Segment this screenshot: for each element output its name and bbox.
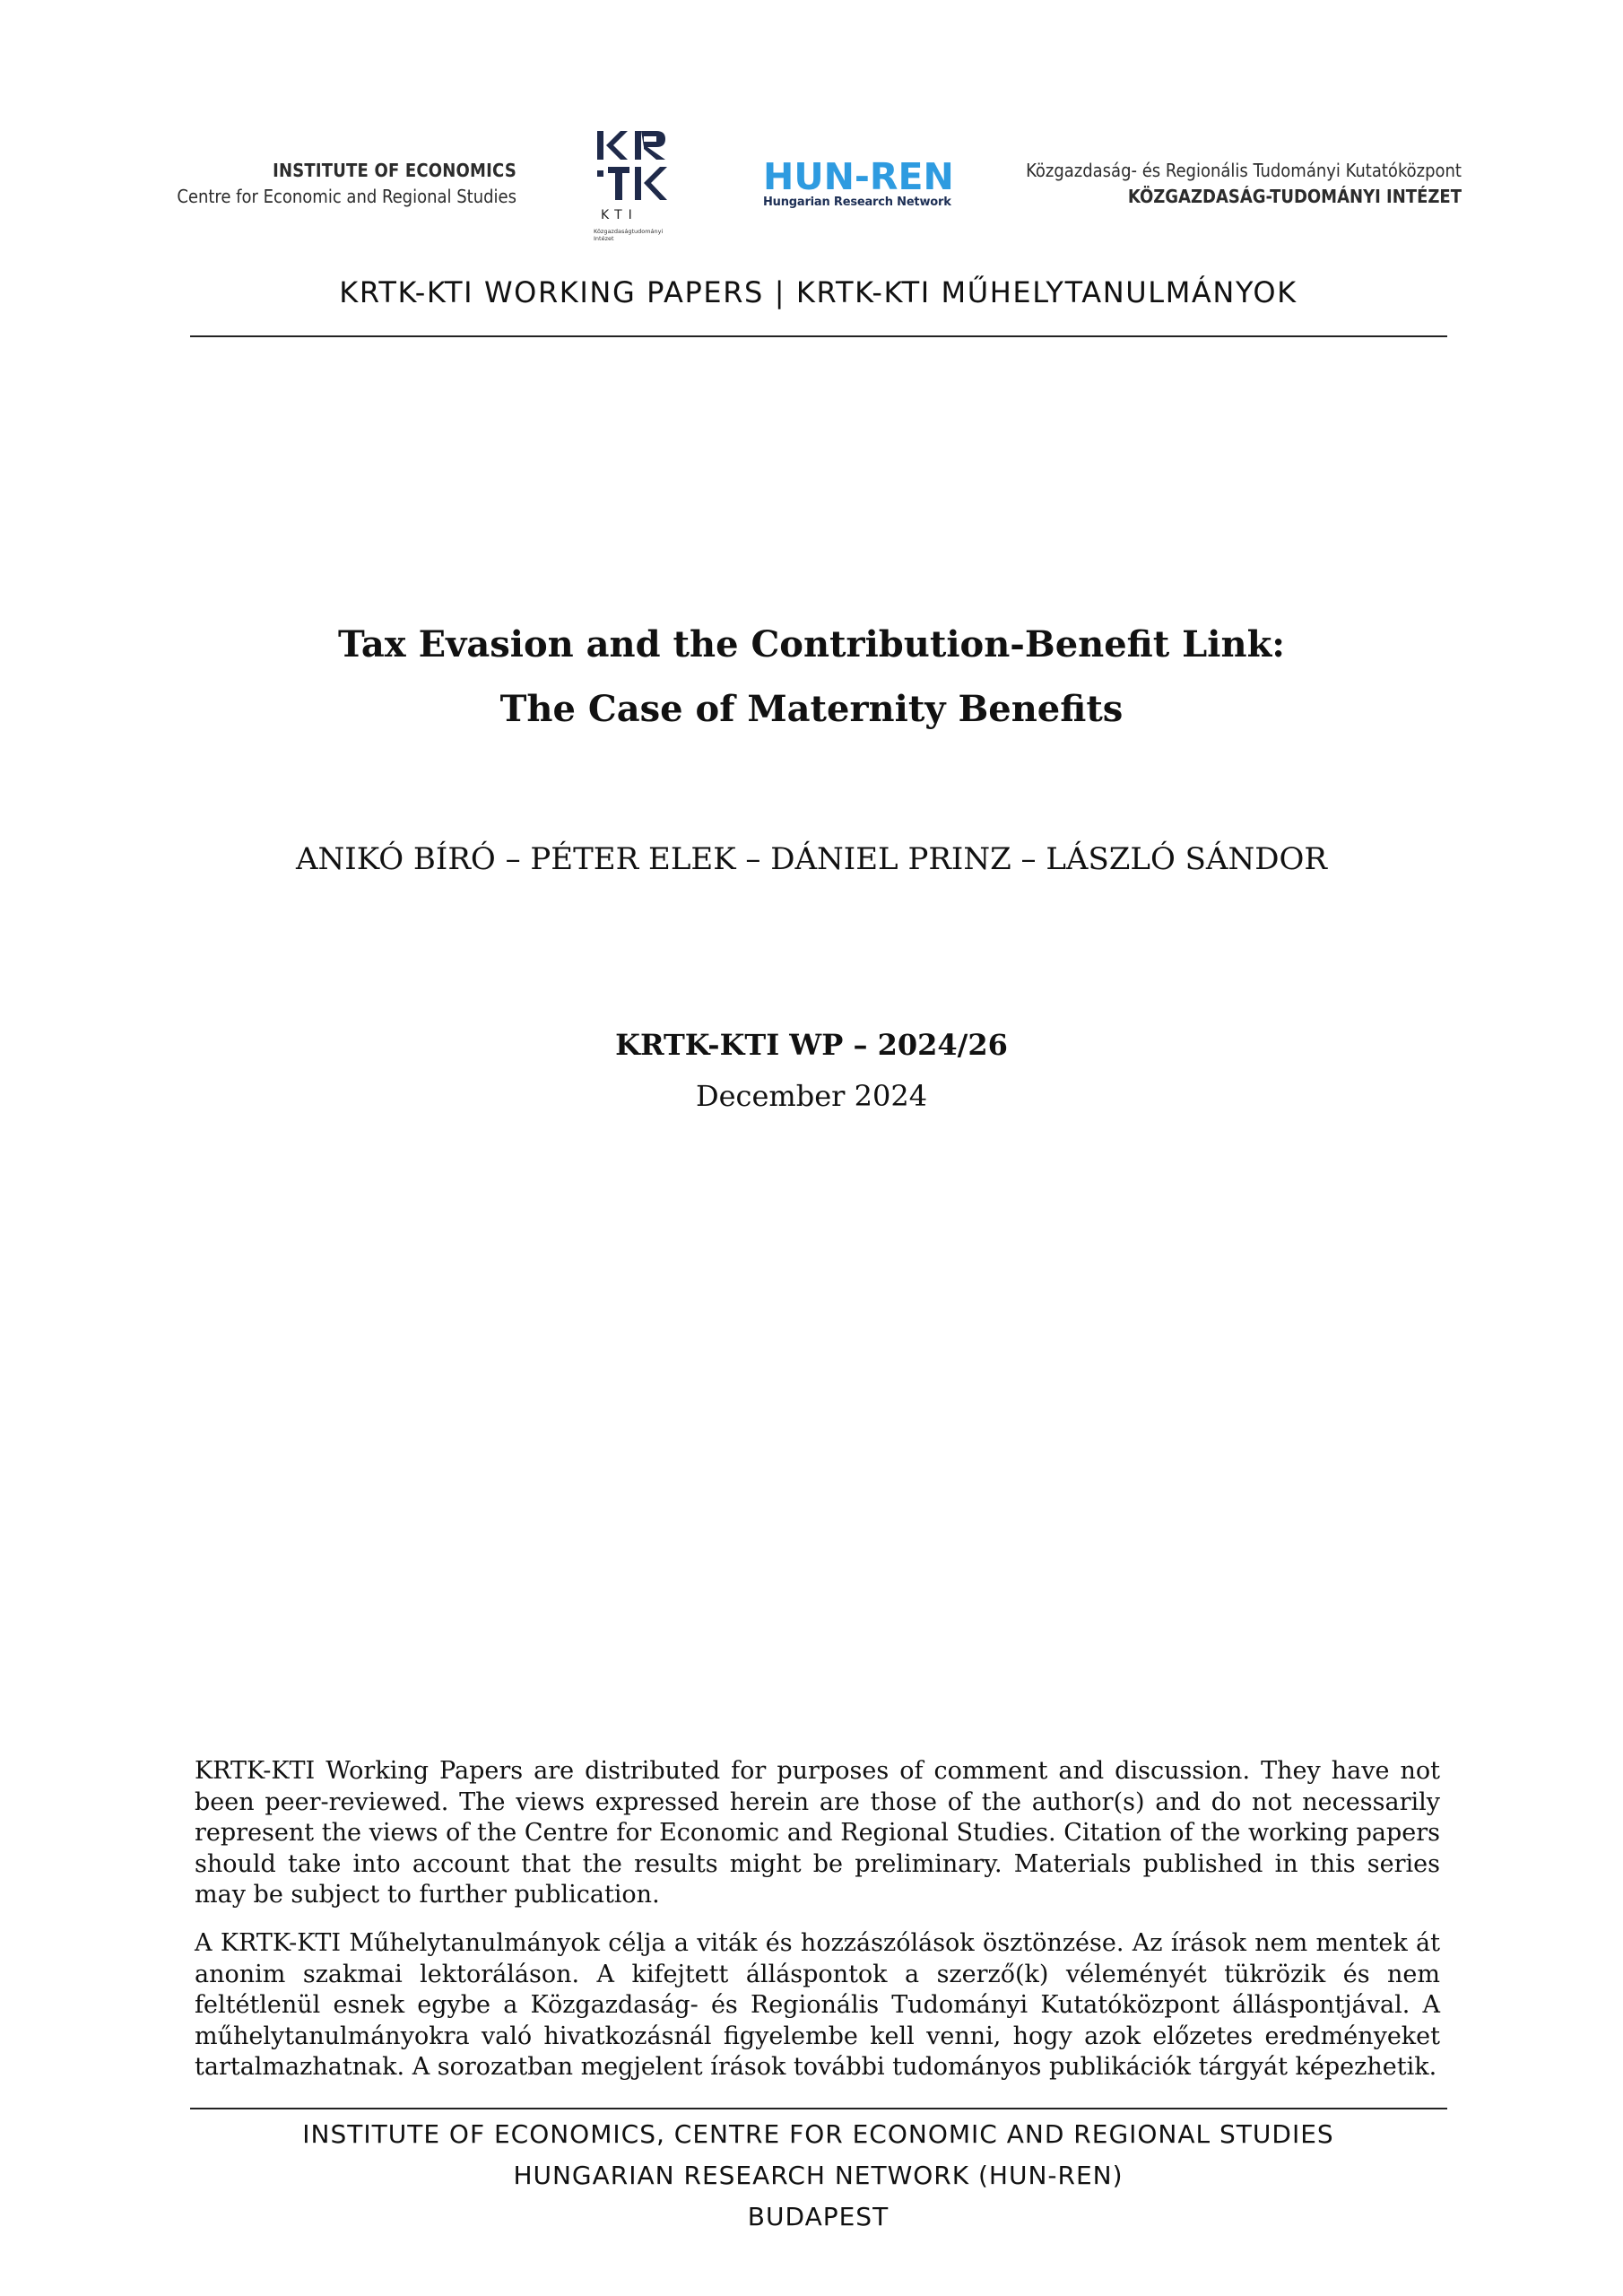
krtk-monogram-icon	[592, 126, 673, 206]
footer-line1: INSTITUTE OF ECONOMICS, CENTRE FOR ECONOMIC AND REGIONAL STUDIES	[302, 2119, 1334, 2149]
paper-title-line1: Tax Evasion and the Contribution-Benefit Link:	[337, 623, 1286, 665]
working-paper-number: KRTK-KTI WP – 2024/26	[615, 1028, 1008, 1062]
institute-of-economics-logo	[176, 158, 516, 210]
series-header: KRTK-KTI WORKING PAPERS | KRTK-KTI MŰHELYTANULMÁNYOK	[339, 275, 1298, 309]
kozgazdasag-logo-line1: Közgazdaság- és Regionális Tudományi Kutatóközpont	[1026, 160, 1462, 181]
paper-date: December 2024	[695, 1079, 928, 1113]
disclaimer-english: KRTK-KTI Working Papers are distributed for purposes of comment and discussion. They have not been peer-reviewed. The views expressed herein are those of the author(s) and do not necessarily represent the views of the Centre for Economic and Regional Studies. Citation of the working papers should take into account that the results might be preliminary. Materials published in this series may be subject to further publication.	[195, 1757, 1440, 1909]
footer-line3: BUDAPEST	[747, 2202, 890, 2231]
paper-title-line2: The Case of Maternity Benefits	[499, 688, 1124, 730]
krtk-kti-logo	[592, 126, 681, 248]
hun-ren-logo	[763, 155, 960, 210]
hun-ren-logo-name: HUN-REN	[763, 155, 954, 198]
footer-line2: HUNGARIAN RESEARCH NETWORK (HUN-REN)	[513, 2161, 1124, 2190]
kozgazdasag-logo	[986, 158, 1462, 210]
footer-divider	[190, 2108, 1447, 2109]
kozgazdasag-logo-line2: KÖZGAZDASÁG-TUDOMÁNYI INTÉZET	[1127, 186, 1462, 207]
paper-authors: ANIKÓ BÍRÓ – PÉTER ELEK – DÁNIEL PRINZ – LÁSZLÓ SÁNDOR	[296, 841, 1327, 877]
krtk-logo-caption: Közgazdaságtudományi Intézet	[594, 228, 664, 242]
krtk-logo-sub: KTI	[601, 208, 638, 222]
disclaimer-hungarian: A KRTK-KTI Műhelytanulmányok célja a viták és hozzászólások ösztönzése. Az írások nem mentek át anonim szakmai lektoráláson. A kifejtett álláspontok a szerző(k) véleményét tükrözik és nem feltétlenül esnek egybe a Közgazdaság- és Regionális Tudományi Kutatóközpont álláspontjával. A műhelytanulmányokra való hivatkozásnál figyelembe kell venni, hogy azok előzetes eredményeket tartalmazhatnak. A sorozatban megjelent írások további tudományos publikációk tárgyát képezhetik.	[195, 1929, 1440, 2081]
institute-logo-line2: Centre for Economic and Regional Studies	[177, 186, 516, 207]
header-divider	[190, 335, 1447, 337]
institute-logo-line1: INSTITUTE OF ECONOMICS	[273, 160, 516, 181]
hun-ren-logo-sub: Hungarian Research Network	[763, 196, 951, 209]
